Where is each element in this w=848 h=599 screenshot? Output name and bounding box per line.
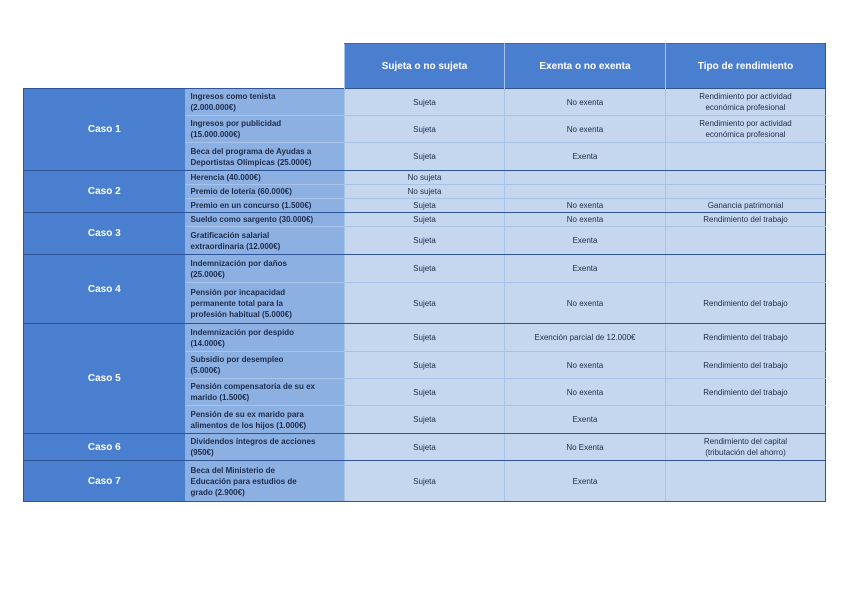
concept-line: Indemnización por despido	[190, 327, 295, 337]
tipo-rendimiento-cell	[666, 199, 826, 213]
tipo-rendimiento-cell	[666, 255, 826, 283]
tipo-rendimiento-cell	[666, 283, 826, 324]
concept-cell	[185, 283, 345, 324]
exenta-cell: Exención parcial de 12.000€	[505, 324, 666, 352]
concept-line: grado (2.900€)	[190, 487, 245, 497]
exenta-cell: No exenta	[505, 213, 666, 227]
exenta-cell: Exenta	[505, 255, 666, 283]
exenta-cell: Exenta	[505, 227, 666, 255]
tipo-line: Rendimiento del capital	[703, 437, 788, 446]
sujeta-cell: Sujeta	[345, 143, 505, 171]
sujeta-cell: Sujeta	[345, 227, 505, 255]
concept-line: extraordinaria (12.000€)	[190, 241, 281, 251]
tipo-rendimiento-cell	[666, 324, 826, 352]
concept-cell	[185, 199, 345, 213]
concept-cell	[185, 185, 345, 199]
exenta-cell: No Exenta	[505, 434, 666, 461]
concept-cell	[185, 213, 345, 227]
case-label: Caso 1	[24, 89, 185, 171]
concept-line: Pensión compensatoria de su ex	[190, 382, 315, 391]
case-label: Caso 3	[24, 213, 185, 255]
header-sujeta: Sujeta o no sujeta	[345, 44, 505, 89]
tipo-rendimiento-cell	[666, 434, 826, 461]
sujeta-cell: Sujeta	[345, 283, 505, 324]
sujeta-cell: Sujeta	[345, 89, 505, 116]
header-blank	[24, 44, 345, 89]
exenta-cell: Exenta	[505, 143, 666, 171]
tipo-rendimiento-cell	[666, 379, 826, 406]
table-row	[24, 461, 826, 502]
case-label: Caso 4	[24, 255, 185, 324]
exenta-cell: No exenta	[505, 199, 666, 213]
tipo-line: (tributación del ahorro)	[705, 448, 786, 457]
exenta-cell	[505, 185, 666, 199]
concept-line: Premio en un concurso (1.500€)	[190, 201, 312, 210]
sujeta-cell: Sujeta	[345, 213, 505, 227]
tipo-rendimiento-cell	[666, 116, 826, 143]
concept-cell	[185, 255, 345, 283]
tipo-rendimiento-cell	[666, 89, 826, 116]
exenta-cell: No exenta	[505, 352, 666, 379]
concept-line: (2.000.000€)	[190, 103, 236, 112]
tipo-line: Rendimiento del trabajo	[703, 298, 788, 308]
concept-line: Educación para estudios de	[190, 476, 297, 486]
tipo-rendimiento-cell	[666, 171, 826, 185]
tipo-line: Rendimiento por actividad	[699, 92, 792, 101]
concept-cell	[185, 352, 345, 379]
case-label: Caso 2	[24, 171, 185, 213]
concept-line: (15.000.000€)	[190, 130, 241, 139]
concept-cell	[185, 143, 345, 171]
sujeta-cell: No sujeta	[345, 171, 505, 185]
concept-line: Pensión por incapacidad	[190, 287, 286, 297]
sujeta-cell: No sujeta	[345, 185, 505, 199]
concept-line: alimentos de los hijos (1.000€)	[190, 420, 307, 430]
concept-cell	[185, 324, 345, 352]
concept-line: (950€)	[190, 448, 214, 457]
classification-table	[23, 43, 826, 502]
exenta-cell	[505, 171, 666, 185]
tipo-line: Rendimiento del trabajo	[703, 387, 788, 397]
table-row	[24, 255, 826, 283]
tipo-line: Rendimiento del trabajo	[703, 360, 788, 370]
header-exenta: Exenta o no exenta	[505, 44, 666, 89]
table-row	[24, 434, 826, 461]
concept-cell	[185, 461, 345, 502]
concept-line: Beca del programa de Ayudas a	[190, 146, 312, 156]
tipo-rendimiento-cell	[666, 143, 826, 171]
tipo-rendimiento-cell	[666, 406, 826, 434]
concept-line: Herencia (40.000€)	[190, 173, 261, 182]
table-row	[24, 213, 826, 227]
tipo-rendimiento-cell	[666, 461, 826, 502]
concept-line: (25.000€)	[190, 269, 225, 279]
concept-line: Ingresos por publicidad	[190, 119, 282, 128]
concept-cell	[185, 89, 345, 116]
concept-line: Sueldo como sargento (30.000€)	[190, 215, 314, 224]
exenta-cell: No exenta	[505, 379, 666, 406]
sujeta-cell: Sujeta	[345, 461, 505, 502]
tipo-line: Ganancia patrimonial	[707, 201, 784, 210]
sujeta-cell: Sujeta	[345, 434, 505, 461]
tipo-line: económica profesional	[705, 103, 786, 112]
sujeta-cell: Sujeta	[345, 324, 505, 352]
concept-line: (14.000€)	[190, 338, 225, 348]
case-label: Caso 6	[24, 434, 185, 461]
concept-line: profesión habitual (5.000€)	[190, 309, 292, 319]
sujeta-cell: Sujeta	[345, 406, 505, 434]
concept-cell	[185, 116, 345, 143]
exenta-cell: No exenta	[505, 89, 666, 116]
case-label: Caso 5	[24, 324, 185, 434]
tipo-line: Rendimiento por actividad	[699, 119, 792, 128]
exenta-cell: Exenta	[505, 406, 666, 434]
sujeta-cell: Sujeta	[345, 352, 505, 379]
tipo-rendimiento-cell	[666, 352, 826, 379]
case-label: Caso 7	[24, 461, 185, 502]
sujeta-cell: Sujeta	[345, 379, 505, 406]
exenta-cell: Exenta	[505, 461, 666, 502]
tipo-line: económica profesional	[705, 130, 786, 139]
sujeta-cell: Sujeta	[345, 255, 505, 283]
exenta-cell: No exenta	[505, 283, 666, 324]
sujeta-cell: Sujeta	[345, 116, 505, 143]
concept-line: marido (1.500€)	[190, 393, 250, 402]
concept-line: (5.000€)	[190, 366, 221, 375]
tipo-rendimiento-cell	[666, 227, 826, 255]
concept-cell	[185, 434, 345, 461]
tipo-line: Rendimiento del trabajo	[703, 215, 788, 224]
concept-cell	[185, 227, 345, 255]
concept-line: Gratificación salarial	[190, 230, 270, 240]
table-row	[24, 171, 826, 185]
table-row	[24, 89, 826, 116]
concept-line: Subsidio por desempleo	[190, 355, 284, 364]
sujeta-cell: Sujeta	[345, 199, 505, 213]
header-row	[24, 44, 826, 89]
concept-line: Premio de lotería (60.000€)	[190, 187, 292, 196]
concept-line: Pensión de su ex marido para	[190, 409, 304, 419]
concept-line: Deportistas Olímpicas (25.000€)	[190, 157, 312, 167]
concept-cell	[185, 171, 345, 185]
concept-cell	[185, 406, 345, 434]
exenta-cell: No exenta	[505, 116, 666, 143]
tipo-line: Rendimiento del trabajo	[703, 333, 788, 342]
table-row	[24, 324, 826, 352]
header-tipo-rendimiento: Tipo de rendimiento	[666, 44, 826, 89]
concept-line: Indemnización por daños	[190, 258, 287, 268]
concept-line: Dividendos íntegros de acciones	[190, 437, 316, 446]
concept-line: Ingresos como tenista	[190, 92, 276, 101]
concept-line: Beca del Ministerio de	[190, 465, 275, 475]
tipo-rendimiento-cell	[666, 213, 826, 227]
tipo-rendimiento-cell	[666, 185, 826, 199]
concept-cell	[185, 379, 345, 406]
concept-line: permanente total para la	[190, 298, 283, 308]
